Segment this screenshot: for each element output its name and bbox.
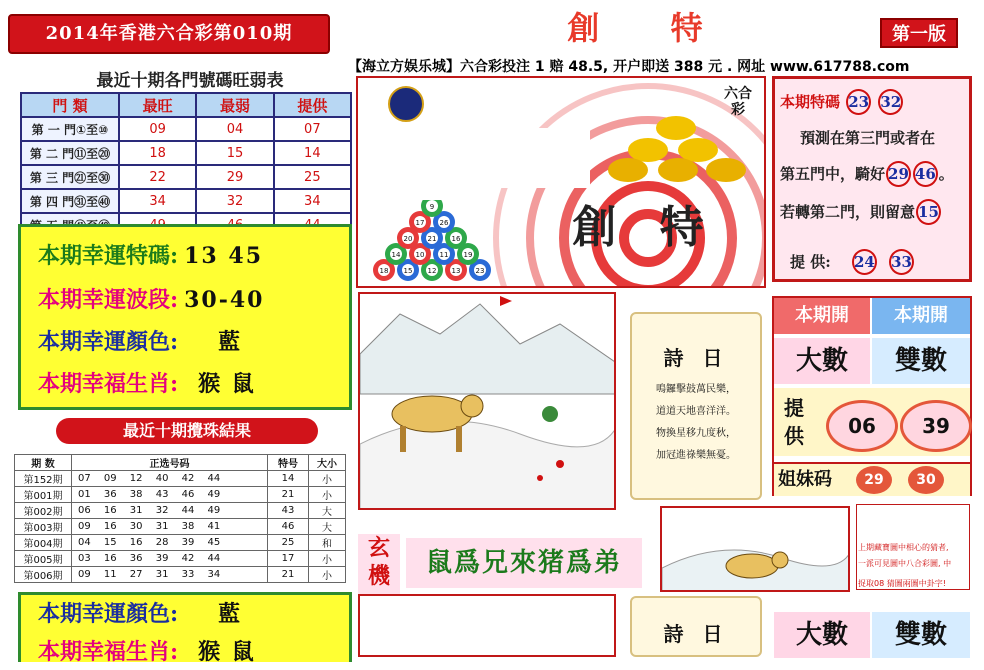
special-cell: 25 <box>268 535 309 551</box>
table-row <box>15 567 346 583</box>
table-row <box>15 487 346 503</box>
gate-offer: 07 <box>274 117 351 141</box>
numbers-cell: 06 16 31 32 44 49 <box>72 503 268 519</box>
special-cell: 46 <box>268 519 309 535</box>
results-header-nums: 正选号码 <box>72 455 268 471</box>
lucky-label: 本期幸運波段: <box>38 287 179 313</box>
lucky-value: 猴 鼠 <box>198 371 256 397</box>
lottery-ball-number: 15 <box>403 267 413 275</box>
special-cell: 21 <box>268 567 309 583</box>
gate-max: 34 <box>119 189 196 213</box>
blank-area <box>402 128 590 188</box>
lucky-label: 本期幸福生肖: <box>38 371 179 397</box>
gate-offer: 34 <box>274 189 351 213</box>
lottery-ball-number: 14 <box>391 251 401 259</box>
pick-number: 29 <box>886 161 911 187</box>
lucky-value: 30-40 <box>184 287 265 313</box>
special-cell: 43 <box>268 503 309 519</box>
size-cell: 小 <box>309 471 346 487</box>
provide-label: 提供 <box>784 396 804 448</box>
prediction-text: 若轉第二門，則留意 <box>780 203 916 221</box>
gate-max: 22 <box>119 165 196 189</box>
gate-offer: 14 <box>274 141 351 165</box>
gate-max: 09 <box>119 117 196 141</box>
prediction-line-2 <box>780 160 966 188</box>
lottery-ball-number: 12 <box>427 267 437 275</box>
page-title: 創 特 <box>567 9 733 47</box>
lottery-ball-number: 19 <box>463 251 473 259</box>
lottery-logo-icon <box>388 86 424 122</box>
even-number-label-repeat: 雙數 <box>872 612 970 658</box>
lucky-value: 藍 <box>218 601 243 627</box>
lucky-label: 本期幸運特碼: <box>38 243 179 269</box>
table-row <box>15 471 346 487</box>
proverb-text: 鼠爲兄來猪爲弟 <box>406 538 642 588</box>
open-header-left: 本期開 <box>774 298 870 334</box>
numbers-cell: 03 16 36 39 42 44 <box>72 551 268 567</box>
gate-header-min: 最弱 <box>196 93 273 117</box>
gate-header-max: 最旺 <box>119 93 196 117</box>
ox-icon <box>662 508 850 592</box>
numbers-cell: 04 15 16 28 39 45 <box>72 535 268 551</box>
results-header-issue: 期 数 <box>15 455 72 471</box>
gate-max: 18 <box>119 141 196 165</box>
table-row <box>21 141 351 165</box>
ox-landscape-icon <box>360 294 616 510</box>
special-cell: 14 <box>268 471 309 487</box>
table-row <box>15 551 346 567</box>
results-header-size: 大小 <box>309 455 346 471</box>
landscape-illustration <box>358 292 616 510</box>
size-cell: 大 <box>309 503 346 519</box>
sister-ball: 29 <box>856 466 892 494</box>
xuanji-label: 玄機 <box>358 534 400 594</box>
lottery-ball-number: 11 <box>439 251 449 259</box>
mini-ad-line: 上期藏寶圖中相心的猜者, <box>858 543 949 552</box>
lucky-label: 本期幸運顏色: <box>38 601 179 627</box>
issue-cell: 第006期 <box>15 567 72 583</box>
mini-ad-line: 捉取08 猜圖兩圖中卦字! <box>858 579 946 588</box>
special-cell: 21 <box>268 487 309 503</box>
lucky-zodiac-row <box>38 366 338 402</box>
gate-min: 15 <box>196 141 273 165</box>
gate-name: 第 三 門㉑至㉚ <box>21 165 119 189</box>
lottery-ball-number: 13 <box>451 267 461 275</box>
numbers-cell: 09 11 27 31 33 34 <box>72 567 268 583</box>
special-pick-label: 本期特碼 <box>780 93 841 111</box>
prediction-text: 。 <box>938 165 954 183</box>
gate-header-offer: 提供 <box>274 93 351 117</box>
provide-ball: 06 <box>826 400 898 452</box>
special-cell: 17 <box>268 551 309 567</box>
results-table <box>14 454 346 583</box>
sister-ball: 30 <box>908 466 944 494</box>
lucky-special-row <box>38 238 338 274</box>
lucky-value: 13 45 <box>184 243 264 269</box>
open-header-right: 本期開 <box>872 298 970 334</box>
pick-number: 32 <box>878 89 903 115</box>
numbers-cell: 09 16 30 31 38 41 <box>72 519 268 535</box>
gate-offer: 25 <box>274 165 351 189</box>
pick-number: 46 <box>913 161 938 187</box>
gate-min: 29 <box>196 165 273 189</box>
size-cell: 小 <box>309 487 346 503</box>
numbers-cell: 07 09 12 40 42 44 <box>72 471 268 487</box>
gate-name: 第 一 門①至⑩ <box>21 117 119 141</box>
lottery-ball-number: 10 <box>415 251 425 259</box>
issue-cell: 第005期 <box>15 551 72 567</box>
results-header-special: 特号 <box>268 455 309 471</box>
results-title: 最近十期攪珠結果 <box>56 418 318 444</box>
table-row <box>15 535 346 551</box>
numbers-cell: 01 36 38 43 46 49 <box>72 487 268 503</box>
lottery-ball-number: 20 <box>403 235 413 243</box>
provide-row <box>790 248 976 276</box>
table-row <box>15 519 346 535</box>
issue-cell: 第004期 <box>15 535 72 551</box>
landscape-illustration-repeat <box>358 594 616 657</box>
lottery-ball-number: 16 <box>451 235 461 243</box>
big-number-label-repeat: 大數 <box>774 612 870 658</box>
poem-title: 詩 日 <box>663 346 729 370</box>
issue-cell: 第003期 <box>15 519 72 535</box>
issue-cell: 第152期 <box>15 471 72 487</box>
lottery-ball-number: 18 <box>379 267 389 275</box>
table-row <box>15 503 346 519</box>
size-cell: 大 <box>309 519 346 535</box>
lucky-band-row <box>38 282 338 318</box>
gate-name: 第 四 門㉛至㊵ <box>21 189 119 213</box>
issue-cell: 第002期 <box>15 503 72 519</box>
table-row <box>21 189 351 213</box>
provide-label: 提 供: <box>790 253 831 271</box>
size-cell: 小 <box>309 551 346 567</box>
lottery-ball-number: 17 <box>415 219 425 227</box>
poem-line: 加冠進祿樂無憂。 <box>656 450 736 461</box>
lucky-value: 猴 鼠 <box>198 639 256 665</box>
ox-mini-illustration <box>660 506 850 592</box>
lucky-value: 藍 <box>218 329 243 355</box>
lottery-ball-number: 26 <box>439 219 449 227</box>
even-number-label: 雙數 <box>872 338 970 384</box>
gate-header-type: 門 類 <box>21 93 119 117</box>
prediction-line-3 <box>780 198 966 226</box>
poem-line: 物換星移九度秋， <box>656 428 736 439</box>
sister-label: 姐妹码 <box>778 469 832 490</box>
gate-table-title: 最近十期各門號碼旺弱表 <box>96 71 284 91</box>
size-cell: 小 <box>309 567 346 583</box>
logo-title: 創 特 <box>572 202 718 253</box>
pick-number: 24 <box>852 249 877 275</box>
issue-cell: 第001期 <box>15 487 72 503</box>
provide-ball: 39 <box>900 400 972 452</box>
lucky-label: 本期幸福生肖: <box>38 639 179 665</box>
size-cell: 和 <box>309 535 346 551</box>
lucky-label: 本期幸運顏色: <box>38 329 179 355</box>
liuhecai-label: 六合彩 <box>724 86 752 118</box>
big-number-label: 大數 <box>774 338 870 384</box>
prediction-line: 預測在第三門或者在 <box>800 129 936 147</box>
lottery-balls-icon <box>368 200 508 284</box>
lottery-ball-number: 9 <box>429 203 435 211</box>
gate-table <box>20 92 352 238</box>
gate-min: 04 <box>196 117 273 141</box>
special-pick-row <box>780 88 966 116</box>
gate-name: 第 二 門⑪至⑳ <box>21 141 119 165</box>
gate-min: 32 <box>196 189 273 213</box>
mini-ad-line: 一派可見圖中八合彩圖, 中 <box>858 559 952 568</box>
poem-line: 道道天地喜洋洋。 <box>656 406 736 417</box>
lucky-zodiac-row-repeat <box>38 634 338 670</box>
prediction-text: 第五門中，騎好 <box>780 165 886 183</box>
pick-number: 33 <box>889 249 914 275</box>
table-row <box>21 117 351 141</box>
lottery-ball-number: 23 <box>475 267 485 275</box>
lottery-ball-number: 21 <box>427 235 437 243</box>
poem-title-repeat: 詩 日 <box>663 622 729 646</box>
lucky-color-row <box>38 324 338 360</box>
ad-banner-link[interactable]: 【海立方娱乐城】六合彩投注 1 赔 48.5, 开户即送 388 元 . 网址 www.617788.com <box>348 56 976 78</box>
table-row <box>21 165 351 189</box>
lucky-color-row-repeat <box>38 596 338 632</box>
poem-line: 鳴鑼擊鼓萬民樂， <box>656 384 736 395</box>
pick-number: 23 <box>846 89 871 115</box>
pick-number: 15 <box>916 199 941 225</box>
edition-badge: 第一版 <box>880 18 958 48</box>
issue-title: 2014年香港六合彩第010期 <box>45 23 293 44</box>
